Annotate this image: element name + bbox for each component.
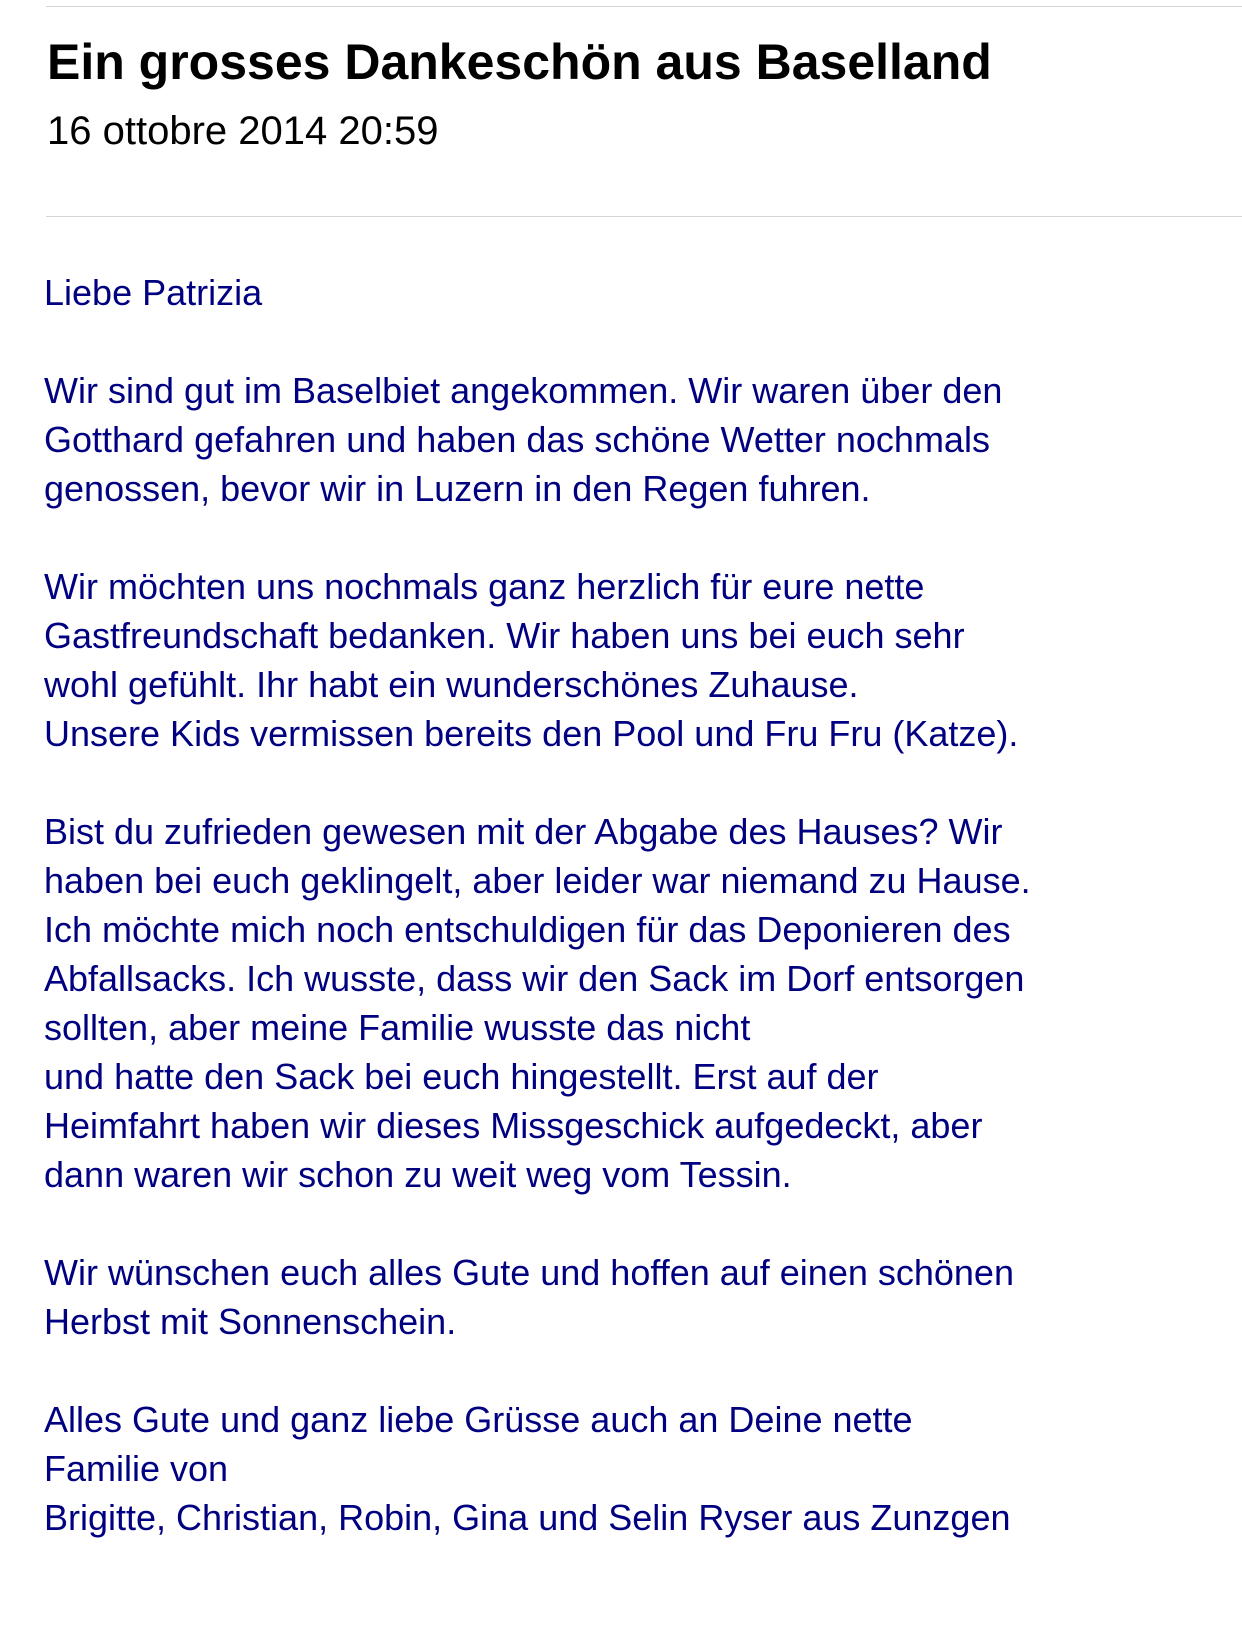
body-line: dann waren wir schon zu weit weg vom Tessin. [44, 1154, 792, 1195]
paragraph-signature [44, 1395, 1222, 1542]
header-divider [46, 216, 1242, 217]
body-line: und hatte den Sack bei euch hingestellt. Erst auf der [44, 1056, 879, 1097]
email-header [47, 30, 1242, 156]
paragraph-wishes [44, 1248, 1222, 1346]
email-date: 16 ottobre 2014 20:59 [47, 109, 439, 153]
signature-names: Brigitte, Christian, Robin, Gina und Selin Ryser aus Zunzgen [44, 1497, 1011, 1538]
body-line: Unsere Kids vermissen bereits den Pool und Fru Fru (Katze). [44, 713, 1019, 754]
body-line: Herbst mit Sonnenschein. [44, 1301, 457, 1342]
paragraph-arrival [44, 366, 1222, 513]
greeting [44, 268, 1222, 317]
body-line: Gotthard gefahren und haben das schöne Wetter nochmals [44, 419, 990, 460]
body-line: haben bei euch geklingelt, aber leider war niemand zu Hause. [44, 860, 1031, 901]
body-line: Bist du zufrieden gewesen mit der Abgabe des Hauses? Wir [44, 811, 1003, 852]
body-line: Familie von [44, 1448, 229, 1489]
body-line: Wir wünschen euch alles Gute und hoffen auf einen schönen [44, 1252, 1014, 1293]
body-line: Heimfahrt haben wir dieses Missgeschick aufgedeckt, aber [44, 1105, 983, 1146]
body-line: Wir möchten uns nochmals ganz herzlich für eure nette [44, 566, 925, 607]
top-divider [46, 6, 1242, 7]
body-line: Alles Gute und ganz liebe Grüsse auch an Deine nette [44, 1399, 913, 1440]
body-line: Abfallsacks. Ich wusste, dass wir den Sack im Dorf entsorgen [44, 958, 1025, 999]
greeting-line: Liebe Patrizia [44, 272, 263, 313]
body-line: Ich möchte mich noch entschuldigen für das Deponieren des [44, 909, 1011, 950]
body-line: Wir sind gut im Baselbiet angekommen. Wir waren über den [44, 370, 1003, 411]
body-line: genossen, bevor wir in Luzern in den Regen fuhren. [44, 468, 871, 509]
body-line: wohl gefühlt. Ihr habt ein wunderschönes Zuhause. [44, 664, 859, 705]
email-body [44, 268, 1222, 1591]
body-line: Gastfreundschaft bedanken. Wir haben uns bei euch sehr [44, 615, 965, 656]
email-subject: Ein grosses Dankeschön aus Baselland [47, 34, 992, 90]
body-line: sollten, aber meine Familie wusste das nicht [44, 1007, 751, 1048]
paragraph-house-handover [44, 807, 1222, 1199]
paragraph-thanks [44, 562, 1222, 758]
